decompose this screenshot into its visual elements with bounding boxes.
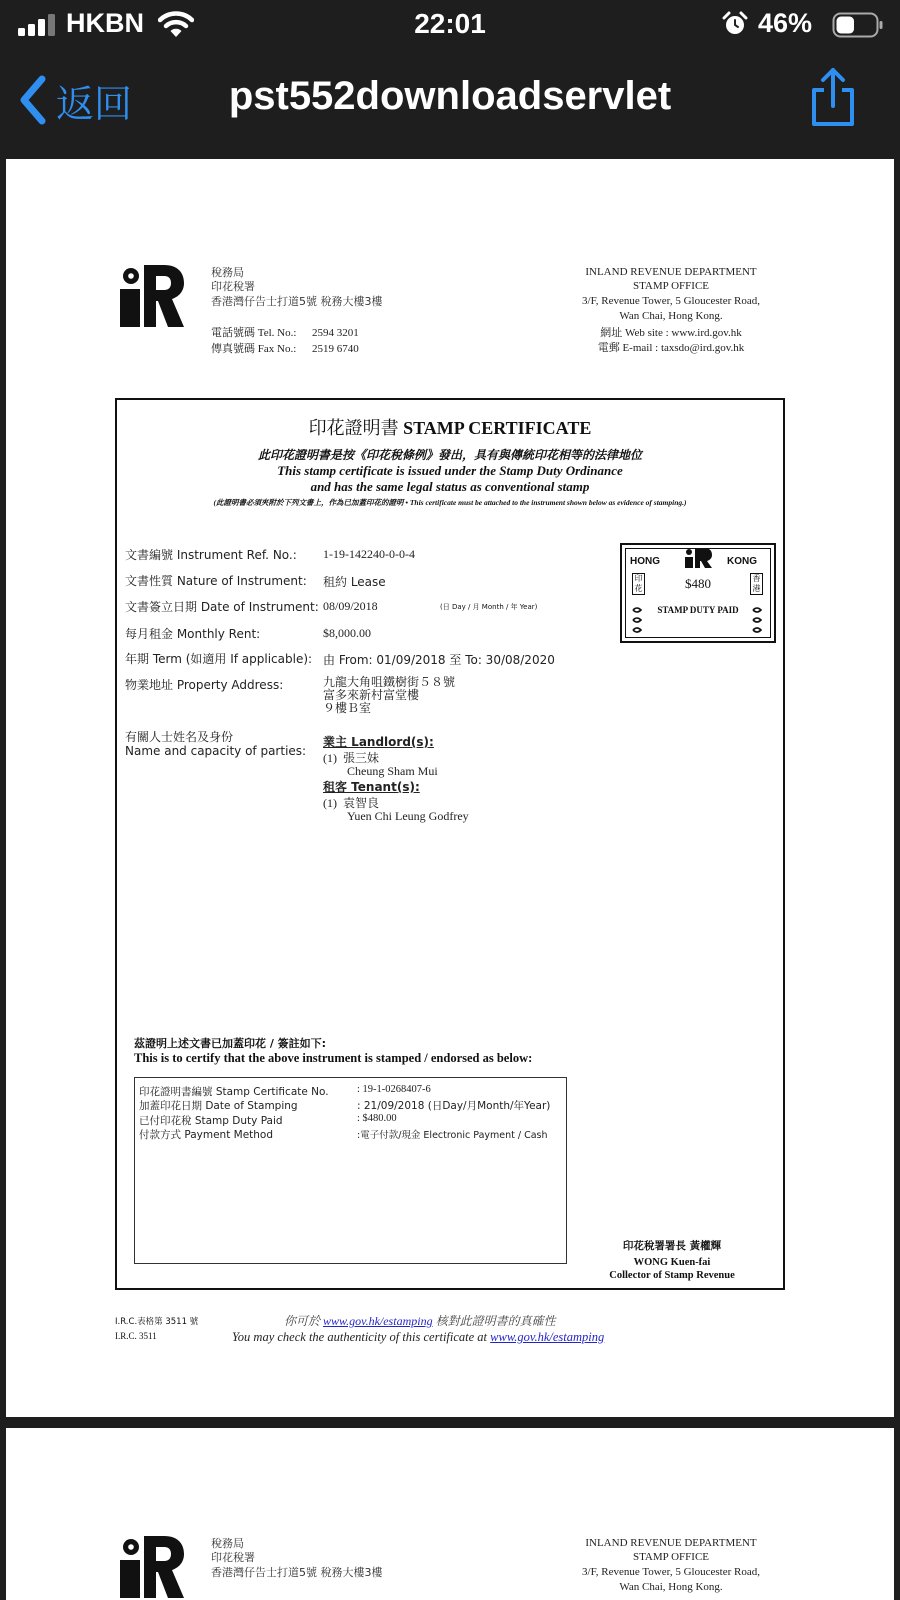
chevron-left-icon <box>18 75 48 125</box>
date-format-hint: (日 Day / 月 Month / 年 Year) <box>440 603 538 611</box>
certificate-title <box>117 414 783 440</box>
address-label: 物業地址 Property Address: <box>125 678 284 692</box>
dept-name-zh: 稅務局 <box>211 1537 244 1550</box>
document-page-1[interactable] <box>6 159 894 1417</box>
nature-label: 文書性質 Nature of Instrument: <box>125 574 307 588</box>
instrument-ref-label: 文書編號 Instrument Ref. No.: <box>125 548 297 562</box>
tenant-name-en: Yuen Chi Leung Godfrey <box>347 809 469 823</box>
address-zh: 香港灣仔告士打道5號 稅務大樓3樓 <box>211 1566 383 1579</box>
endorsement-details <box>134 1077 567 1264</box>
landlord-name-en: Cheung Sham Mui <box>347 764 438 778</box>
rent-value: $8,000.00 <box>323 626 371 640</box>
ird-logo-icon <box>118 265 184 327</box>
signer-name-en: WONG Kuen-fai <box>633 1257 711 1268</box>
issued-statement-zh: 此印花證明書是按《印花稅條例》發出，具有與傳統印花相等的法律地位 <box>257 448 642 462</box>
payment-method-value: :電子付款/現金 Electronic Payment / Cash <box>357 1130 548 1141</box>
dept-name-zh: 稅務局 <box>211 266 244 279</box>
address-en-line1: 3/F, Revenue Tower, 5 Gloucester Road, <box>582 295 760 307</box>
certificate-title-en: STAMP CERTIFICATE <box>403 418 592 438</box>
duty-paid-label: 已付印花稅 Stamp Duty Paid <box>139 1115 283 1127</box>
stamp-cert-no-label: 印花證明書編號 Stamp Certificate No. <box>139 1086 329 1098</box>
office-name-en: STAMP OFFICE <box>632 280 710 292</box>
tenant-name-zh: 袁智良 <box>343 796 380 810</box>
address-zh: 香港灣仔告士打道5號 稅務大樓3樓 <box>211 295 383 308</box>
form-number-zh: I.R.C.表格第 3511 號 <box>115 1317 199 1327</box>
certificate-title-zh: 印花證明書 <box>308 418 399 439</box>
stamping-date-value: : 21/09/2018 (日Day/月Month/年Year) <box>357 1100 551 1112</box>
date-value: 08/09/2018 <box>323 599 378 613</box>
stamp-ornament-left-icon <box>631 607 643 633</box>
share-icon[interactable] <box>806 66 860 130</box>
property-address-line2: 富多來新村富堂樓 <box>323 688 420 702</box>
landlord-index: (1) <box>323 751 337 765</box>
verify-note-en <box>232 1330 604 1345</box>
term-value: 由 From: 01/09/2018 至 To: 30/08/2020 <box>323 653 555 667</box>
date-label: 文書簽立日期 Date of Instrument: <box>125 600 319 614</box>
address-en-line2: Wan Chai, Hong Kong. <box>619 310 723 322</box>
certify-statement-en: This is to certify that the above instrument is stamped / endorsed as below: <box>134 1051 533 1065</box>
battery-icon <box>832 12 884 38</box>
verify-note-zh <box>284 1312 556 1329</box>
fax-label: 傳真號碼 Fax No.: <box>211 343 297 355</box>
office-name-en: STAMP OFFICE <box>632 1551 710 1563</box>
stamp-ird-logo-icon <box>684 548 712 568</box>
stamp-ornament-right-icon <box>751 607 763 633</box>
signer-title-zh: 印花稅署署長 黃權輝 <box>622 1240 722 1252</box>
tenant-heading: 租客 Tenant(s): <box>323 780 420 794</box>
address-en-line2: Wan Chai, Hong Kong. <box>619 1581 723 1593</box>
office-name-zh: 印花稅署 <box>211 1551 255 1564</box>
stamp-cert-no-value: : 19-1-0268407-6 <box>357 1084 431 1095</box>
payment-method-label: 付款方式 Payment Method <box>139 1129 274 1141</box>
stamp-kong: KONG <box>727 556 757 567</box>
status-bar <box>0 0 900 48</box>
property-address <box>323 676 455 715</box>
dept-name-en: INLAND REVENUE DEPARTMENT <box>585 1537 757 1549</box>
status-time: 22:01 <box>414 8 486 39</box>
certify-statement-zh: 茲證明上述文書已加蓋印花 / 簽註如下: <box>134 1037 327 1050</box>
tenant-index: (1) <box>323 796 337 810</box>
battery-percentage: 46% <box>758 8 813 38</box>
property-address-line1: 九龍大角咀鐵樹街５８號 <box>323 675 456 689</box>
duty-paid-value: : $480.00 <box>357 1113 397 1124</box>
parties-label-en: Name and capacity of parties: <box>125 744 307 758</box>
nature-value: 租約 Lease <box>323 575 386 589</box>
issued-statement-en-line2: and has the same legal status as conventional stamp <box>310 479 590 494</box>
parties-label-zh: 有關人士姓名及身份 <box>125 730 234 744</box>
office-name-zh: 印花稅署 <box>211 280 255 293</box>
page-title: pst552downloadservlet <box>228 74 672 118</box>
carrier-name: HKBN <box>66 8 144 38</box>
stamping-date-label: 加蓋印花日期 Date of Stamping <box>139 1100 298 1112</box>
stamp-caption: STAMP DUTY PAID <box>657 605 739 615</box>
email: 電郵 E-mail : taxsdo@ird.gov.hk <box>597 342 745 354</box>
document-page-2[interactable] <box>6 1428 894 1600</box>
back-button-label: 返回 <box>56 81 133 126</box>
ird-logo-icon <box>118 1536 184 1598</box>
verify-en-prefix: You may check the authenticity of this certificate at <box>232 1330 488 1344</box>
fax-number: 2519 6740 <box>312 343 359 355</box>
rent-label: 每月租金 Monthly Rent: <box>125 627 261 641</box>
property-address-line3: ９樓Ｂ室 <box>323 701 372 715</box>
dept-name-en: INLAND REVENUE DEPARTMENT <box>585 266 757 278</box>
back-button[interactable] <box>18 72 132 128</box>
verify-zh-prefix: 你可於 <box>284 1314 321 1328</box>
term-label: 年期 Term (如適用 If applicable): <box>125 652 313 666</box>
parties-label <box>125 730 306 758</box>
alarm-clock-icon <box>722 11 748 37</box>
signer-title-en: Collector of Stamp Revenue <box>609 1270 735 1281</box>
issued-statement-en-line1: This stamp certificate is issued under the Stamp Duty Ordinance <box>277 463 623 478</box>
stamp-left-seal: 印花 <box>632 573 645 595</box>
estamping-link-zh[interactable]: www.gov.hk/estamping <box>323 1314 433 1328</box>
website: 網址 Web site : www.ird.gov.hk <box>600 327 742 339</box>
navigation-bar <box>0 48 900 152</box>
parties-list <box>323 736 469 823</box>
stamp-hong: HONG <box>630 556 660 567</box>
issued-statement-en <box>117 463 783 495</box>
address-en-line1: 3/F, Revenue Tower, 5 Gloucester Road, <box>582 1566 760 1578</box>
landlord-name-zh: 張三妹 <box>343 751 380 765</box>
instrument-ref-value: 1-19-142240-0-0-4 <box>323 547 415 561</box>
stamp-amount: $480 <box>685 576 711 591</box>
form-number-en: I.R.C. 3511 <box>115 1331 157 1341</box>
estamping-link-en[interactable]: www.gov.hk/estamping <box>490 1330 605 1344</box>
stamp-certificate <box>115 398 785 1290</box>
tel-label: 電話號碼 Tel. No.: <box>211 327 297 339</box>
stamp-duty-stamp <box>620 543 776 643</box>
attachment-note: (此證明書必須夾附於下列文書上，作為已加蓋印花的證明 • This certificate must be attached to the instrument shown below as evidence of stamping.) <box>213 498 687 507</box>
stamp-right-seal: 香港 <box>750 573 763 595</box>
verify-zh-suffix: 核對此證明書的真確性 <box>435 1314 556 1328</box>
tel-number: 2594 3201 <box>312 327 359 339</box>
landlord-heading: 業主 Landlord(s): <box>323 735 434 749</box>
